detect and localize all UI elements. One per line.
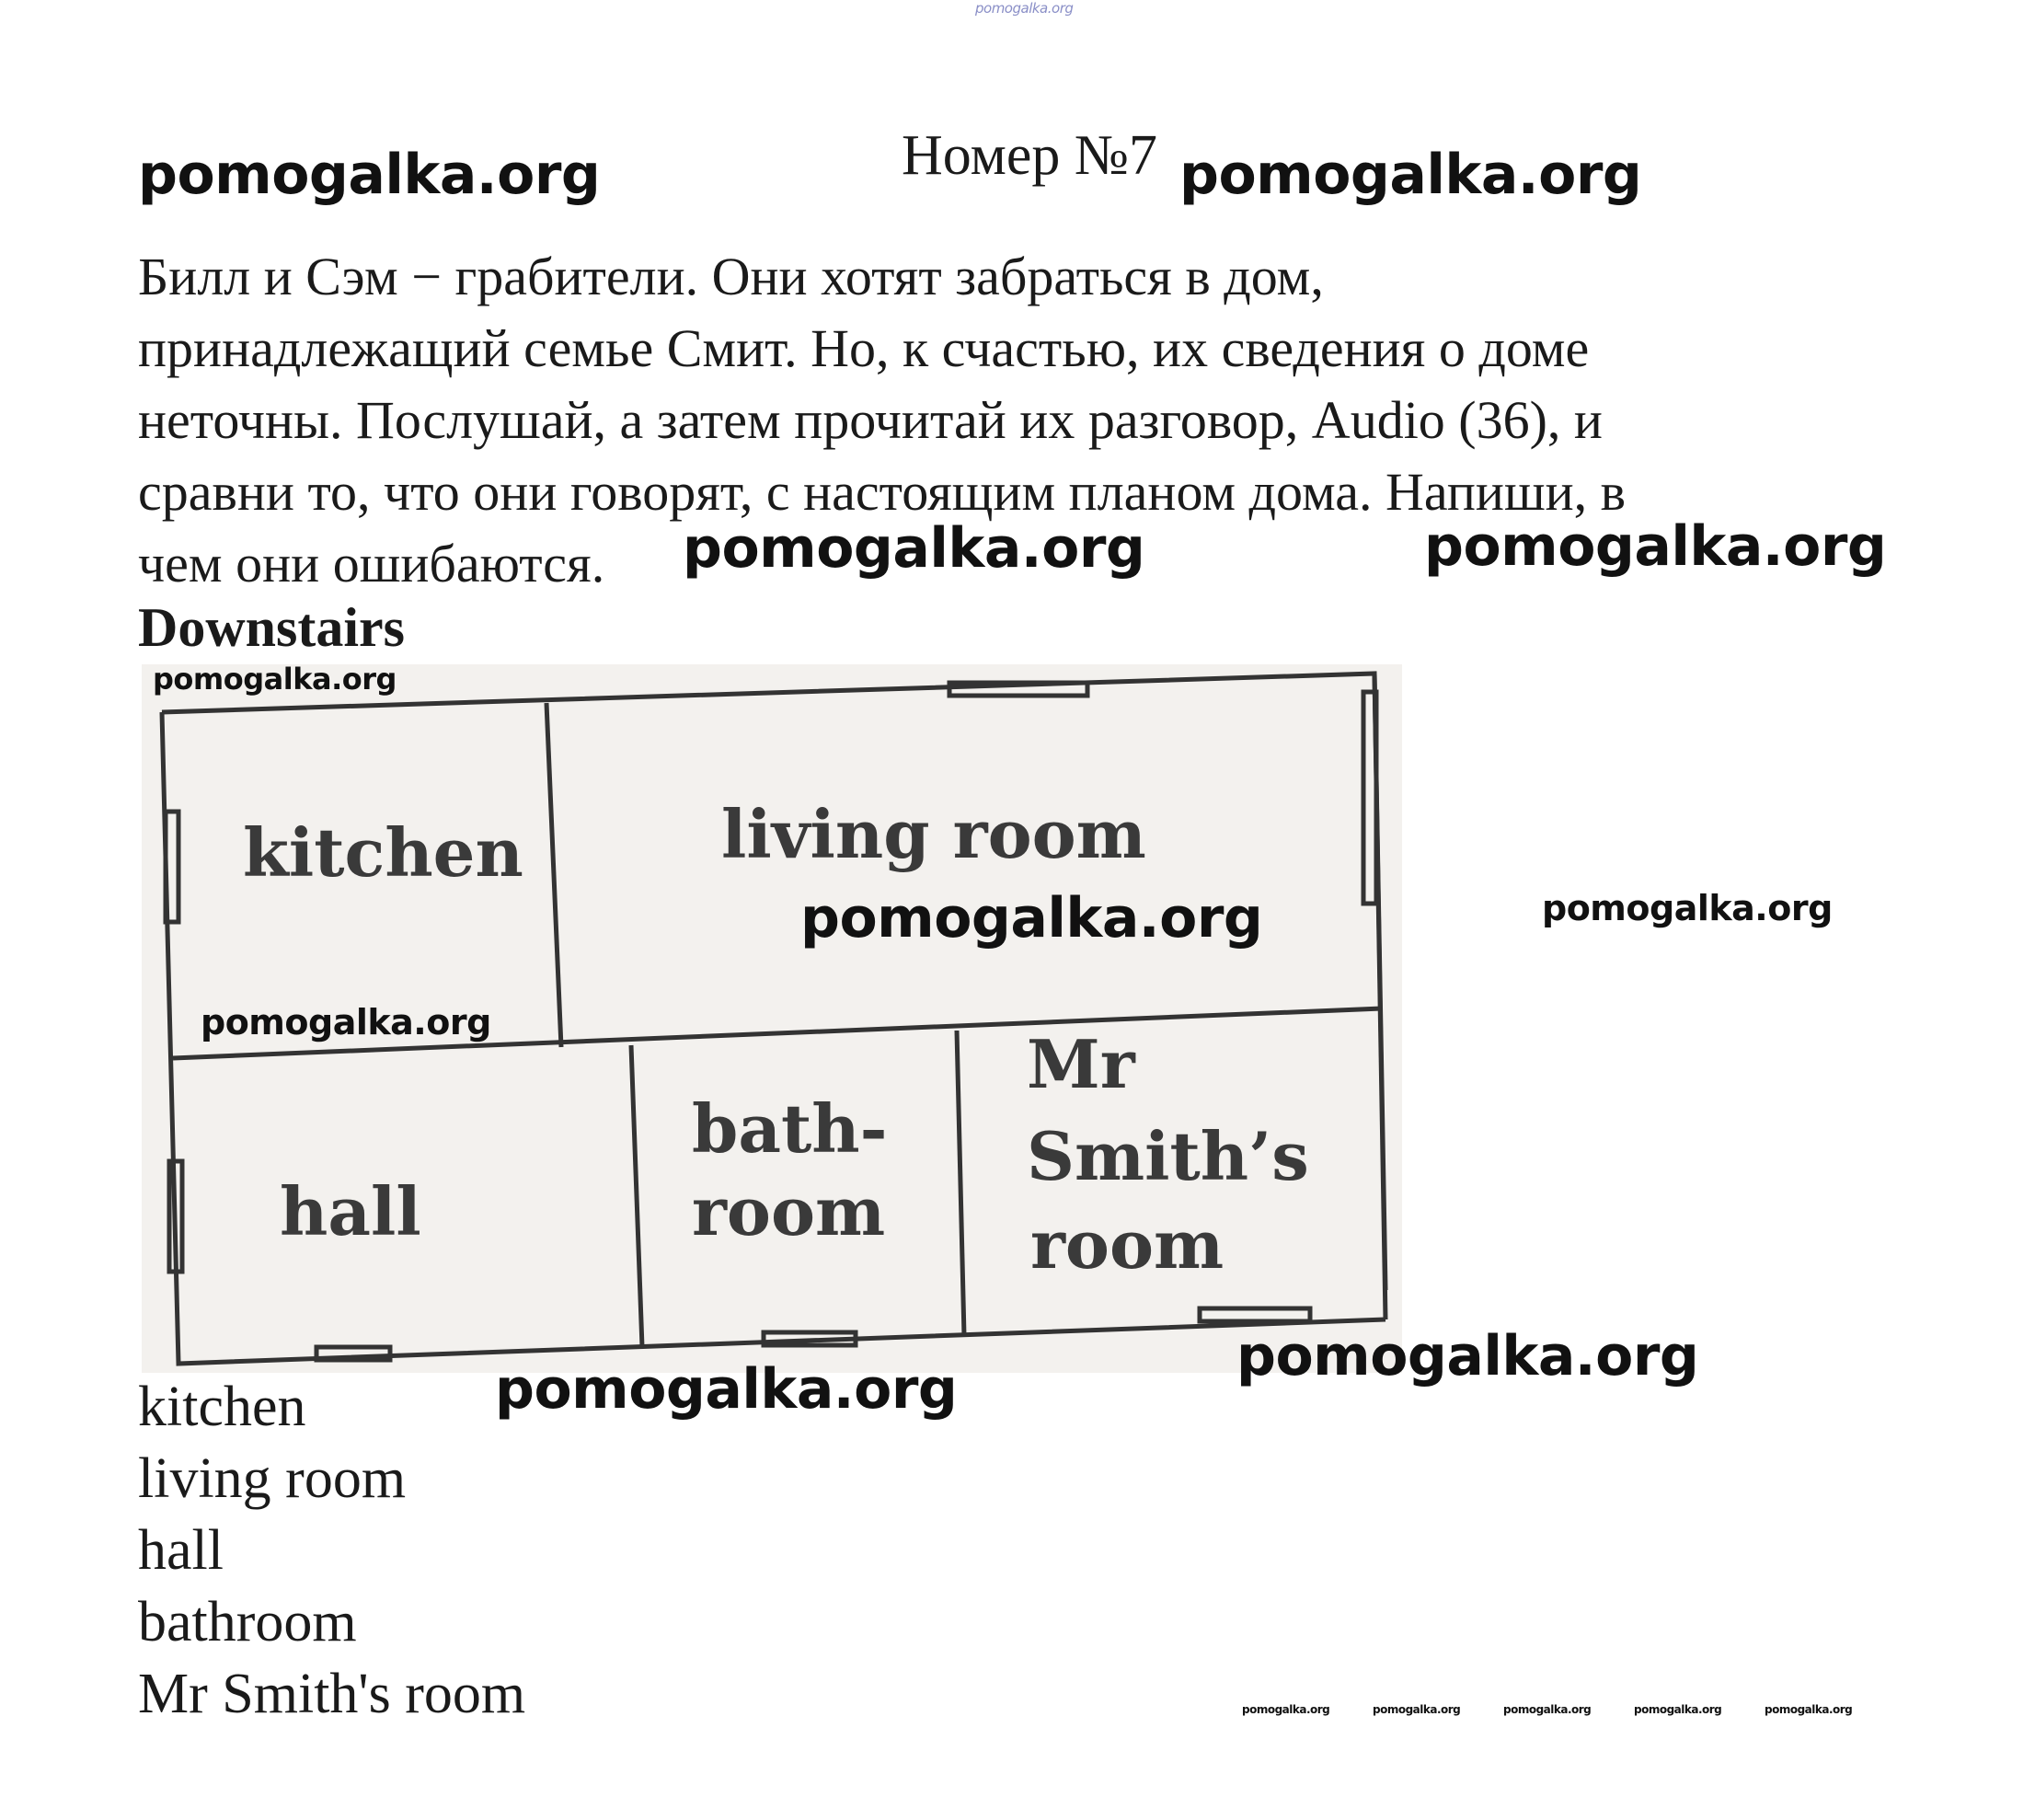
paragraph-line: принадлежащий семье Смит. Но, к счастью, их сведения о доме	[138, 318, 1590, 378]
list-item: Mr Smith's room	[138, 1663, 526, 1725]
paragraph-line: чем они ошибаются.	[138, 534, 605, 593]
list-item: hall	[138, 1519, 224, 1582]
paragraph-line: сравни то, что они говорят, с настоящим планом дома. Напиши, в	[138, 462, 1627, 522]
watermark: pomogalka.org	[1503, 1703, 1592, 1716]
watermark-top: pomogalka.org	[975, 0, 1074, 17]
task-paragraph	[138, 241, 1932, 600]
list-item: living room	[138, 1447, 407, 1510]
section-heading: Downstairs	[138, 597, 406, 658]
list-item: kitchen	[138, 1376, 306, 1438]
watermark: pomogalka.org	[1242, 1703, 1330, 1716]
plan-label-living-room: living room	[721, 795, 1146, 873]
watermark: pomogalka.org	[800, 886, 1263, 950]
watermark: pomogalka.org	[1634, 1703, 1722, 1716]
plan-label-kitchen: kitchen	[243, 813, 523, 892]
watermark: pomogalka.org	[1373, 1703, 1461, 1716]
plan-label-bathroom: room	[692, 1172, 886, 1250]
watermark: pomogalka.org	[1179, 143, 1642, 207]
watermark: pomogalka.org	[1765, 1703, 1853, 1716]
watermark: pomogalka.org	[153, 662, 397, 697]
paragraph-line: Билл и Сэм − грабители. Они хотят забраться в дом,	[138, 247, 1324, 306]
watermark: pomogalka.org	[683, 516, 1145, 581]
rooms-list	[138, 1371, 525, 1730]
plan-label-mr-smiths-room: room	[1030, 1205, 1224, 1284]
watermark: pomogalka.org	[201, 1002, 491, 1042]
watermark: pomogalka.org	[1424, 514, 1887, 579]
plan-label-mr-smiths-room: Mr	[1027, 1025, 1135, 1103]
list-item: bathroom	[138, 1591, 357, 1653]
watermark: pomogalka.org	[1542, 888, 1833, 928]
plan-label-hall: hall	[280, 1172, 421, 1250]
watermark: pomogalka.org	[495, 1357, 958, 1422]
paragraph-line: неточны. Послушай, а затем прочитай их разговор, Audio (36), и	[138, 390, 1603, 450]
plan-label-mr-smiths-room: Smith’s	[1027, 1117, 1309, 1195]
page-title: Номер №7	[902, 124, 1158, 187]
watermark: pomogalka.org	[138, 143, 601, 207]
plan-label-bathroom: bath-	[692, 1089, 888, 1168]
watermark: pomogalka.org	[1236, 1324, 1699, 1388]
